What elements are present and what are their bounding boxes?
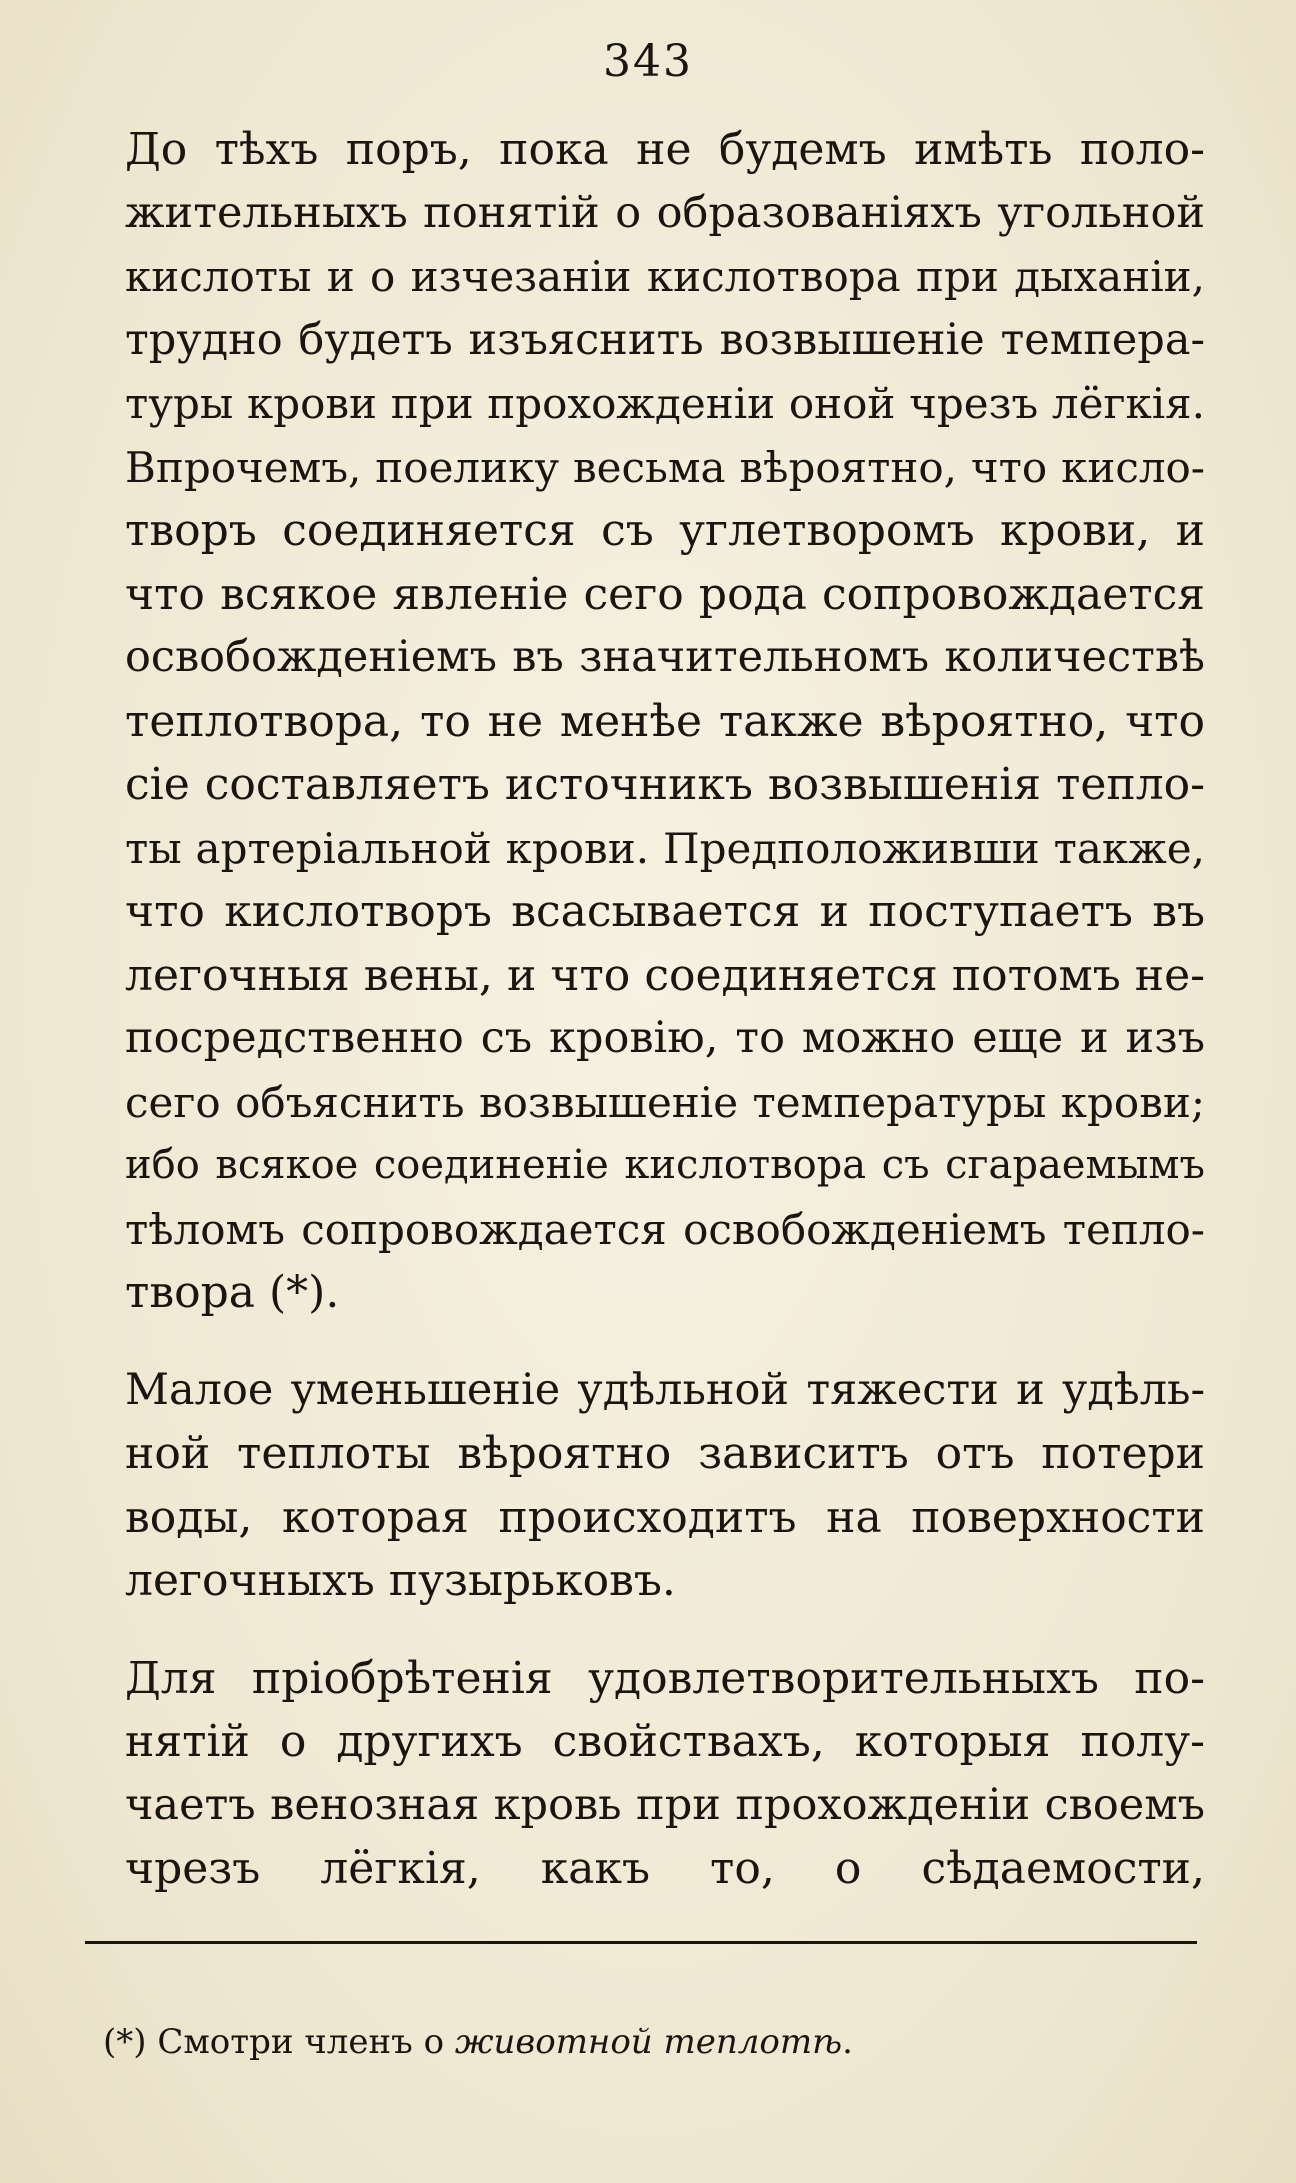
text-line: освобожденіемъ въ значительномъ количествѣ [125, 632, 1205, 682]
paragraph-3 [125, 1647, 1205, 1901]
body-text [125, 118, 1205, 1901]
text-line: До тѣхъ поръ, пока не будемъ имѣть поло- [125, 124, 1205, 175]
text-line: чрезъ лёгкія, какъ то, о сѣдаемости, [125, 1843, 1205, 1894]
footnote-prefix: (*) Смотри членъ о [103, 2022, 455, 2062]
text-line: ты артеріальной крови. Предположивши также, [125, 823, 1205, 873]
text-line: ной теплоты вѣроятно зависитъ отъ потери [125, 1428, 1205, 1479]
page-number: 343 [603, 36, 693, 87]
paragraph-2 [125, 1359, 1205, 1613]
text-line: что кислотворъ всасывается и поступаетъ въ [125, 886, 1205, 937]
text-line: Впрочемъ, поелику весьма вѣроятно, что кисло- [125, 442, 1205, 492]
footnote-suffix: . [842, 2022, 853, 2062]
text-line: легочныя вены, и что соединяется потомъ не- [125, 949, 1205, 1001]
text-line: тѣломъ сопровождается освобожденіемъ тепло- [125, 1204, 1205, 1254]
footnote [103, 2022, 853, 2062]
text-line: сіе составляетъ источникъ возвышенія тепло- [125, 759, 1205, 810]
paragraph-1 [125, 118, 1205, 1325]
text-line: сего объяснить возвышеніе температуры крови; [125, 1077, 1205, 1127]
text-line: чаетъ венозная кровь при прохожденіи своемъ [125, 1779, 1205, 1830]
text-line: трудно будетъ изъяснить возвышеніе темпера- [125, 314, 1205, 365]
text-line: твора (*). [125, 1267, 340, 1318]
text-line: жительныхъ понятій о образованіяхъ угольной [125, 187, 1205, 238]
text-line: нятій о другихъ свойствахъ, которыя полу- [125, 1716, 1205, 1767]
footnote-divider [85, 1941, 1197, 1944]
paragraph-gap [125, 1613, 1205, 1647]
paragraph-gap [125, 1325, 1205, 1359]
text-line: ибо всякое соединеніе кислотвора съ сгараемымъ [125, 1142, 1205, 1188]
text-line: туры крови при прохожденіи оной чрезъ лёгкія. [125, 379, 1205, 428]
text-line: творъ соединяется съ углетворомъ крови, и [125, 505, 1205, 556]
text-line: кислоты и о изчезаніи кислотвора при дыханіи, [125, 252, 1205, 301]
text-line: воды, которая происходитъ на поверхности [125, 1491, 1205, 1543]
footnote-italic-title: животной теплотѣ [454, 2022, 843, 2062]
text-line: посредственно съ кровію, то можно еще и изъ [125, 1013, 1205, 1063]
text-line: легочныхъ пузырьковъ. [125, 1555, 676, 1606]
text-line: Для пріобрѣтенія удовлетворительныхъ по- [125, 1652, 1205, 1704]
text-line: что всякое явленіе сего рода сопровождается [125, 568, 1205, 620]
text-line: теплотвора, то не менѣе также вѣроятно, что [125, 695, 1205, 747]
text-line: Малое уменьшеніе удѣльной тяжести и удѣль- [125, 1364, 1205, 1415]
